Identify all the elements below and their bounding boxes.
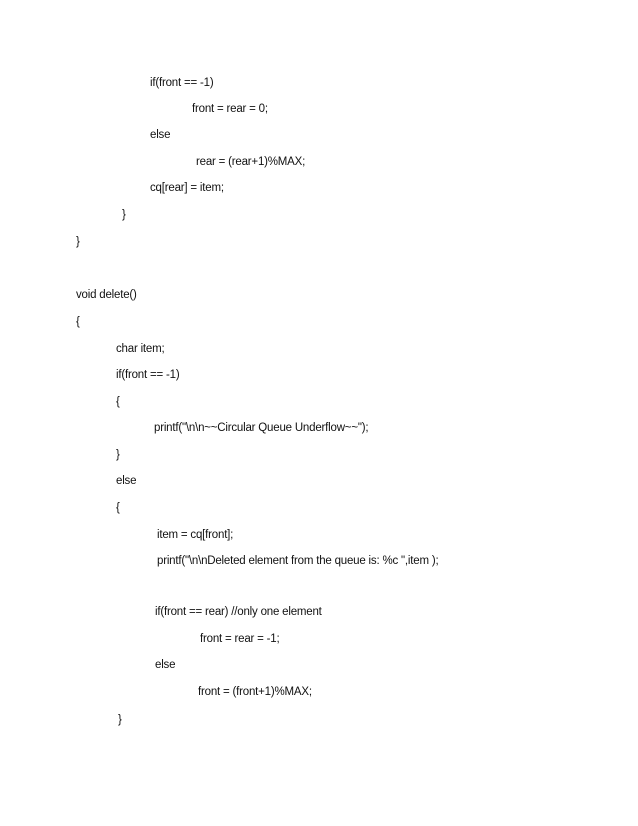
code-line-4: rear = (rear+1)%MAX;: [196, 156, 306, 168]
code-line-19: if(front == rear) //only one element: [155, 606, 322, 618]
code-line-20: front = rear = -1;: [200, 633, 280, 645]
code-line-5: cq[rear] = item;: [150, 182, 224, 194]
code-line-10: char item;: [116, 343, 165, 355]
code-line-6: }: [122, 209, 126, 221]
code-line-16: {: [116, 502, 120, 514]
code-line-15: else: [116, 475, 137, 487]
code-line-12: {: [116, 396, 120, 408]
code-line-21: else: [155, 659, 176, 671]
code-line-22: front = (front+1)%MAX;: [198, 686, 312, 698]
code-line-14: }: [116, 449, 120, 461]
code-line-3: else: [150, 129, 171, 141]
code-line-13: printf("\n\n~~Circular Queue Underflow~~");: [154, 422, 369, 434]
code-line-7: }: [76, 236, 80, 248]
code-line-2: front = rear = 0;: [192, 103, 268, 115]
code-line-9: {: [76, 316, 80, 328]
code-line-18: printf("\n\nDeleted element from the queue is: %c ",item );: [157, 555, 439, 567]
code-line-1: if(front == -1): [150, 77, 214, 89]
code-line-8: void delete(): [76, 289, 137, 301]
code-line-17: item = cq[front];: [157, 529, 234, 541]
code-line-11: if(front == -1): [116, 369, 180, 381]
code-line-23: }: [118, 714, 122, 726]
